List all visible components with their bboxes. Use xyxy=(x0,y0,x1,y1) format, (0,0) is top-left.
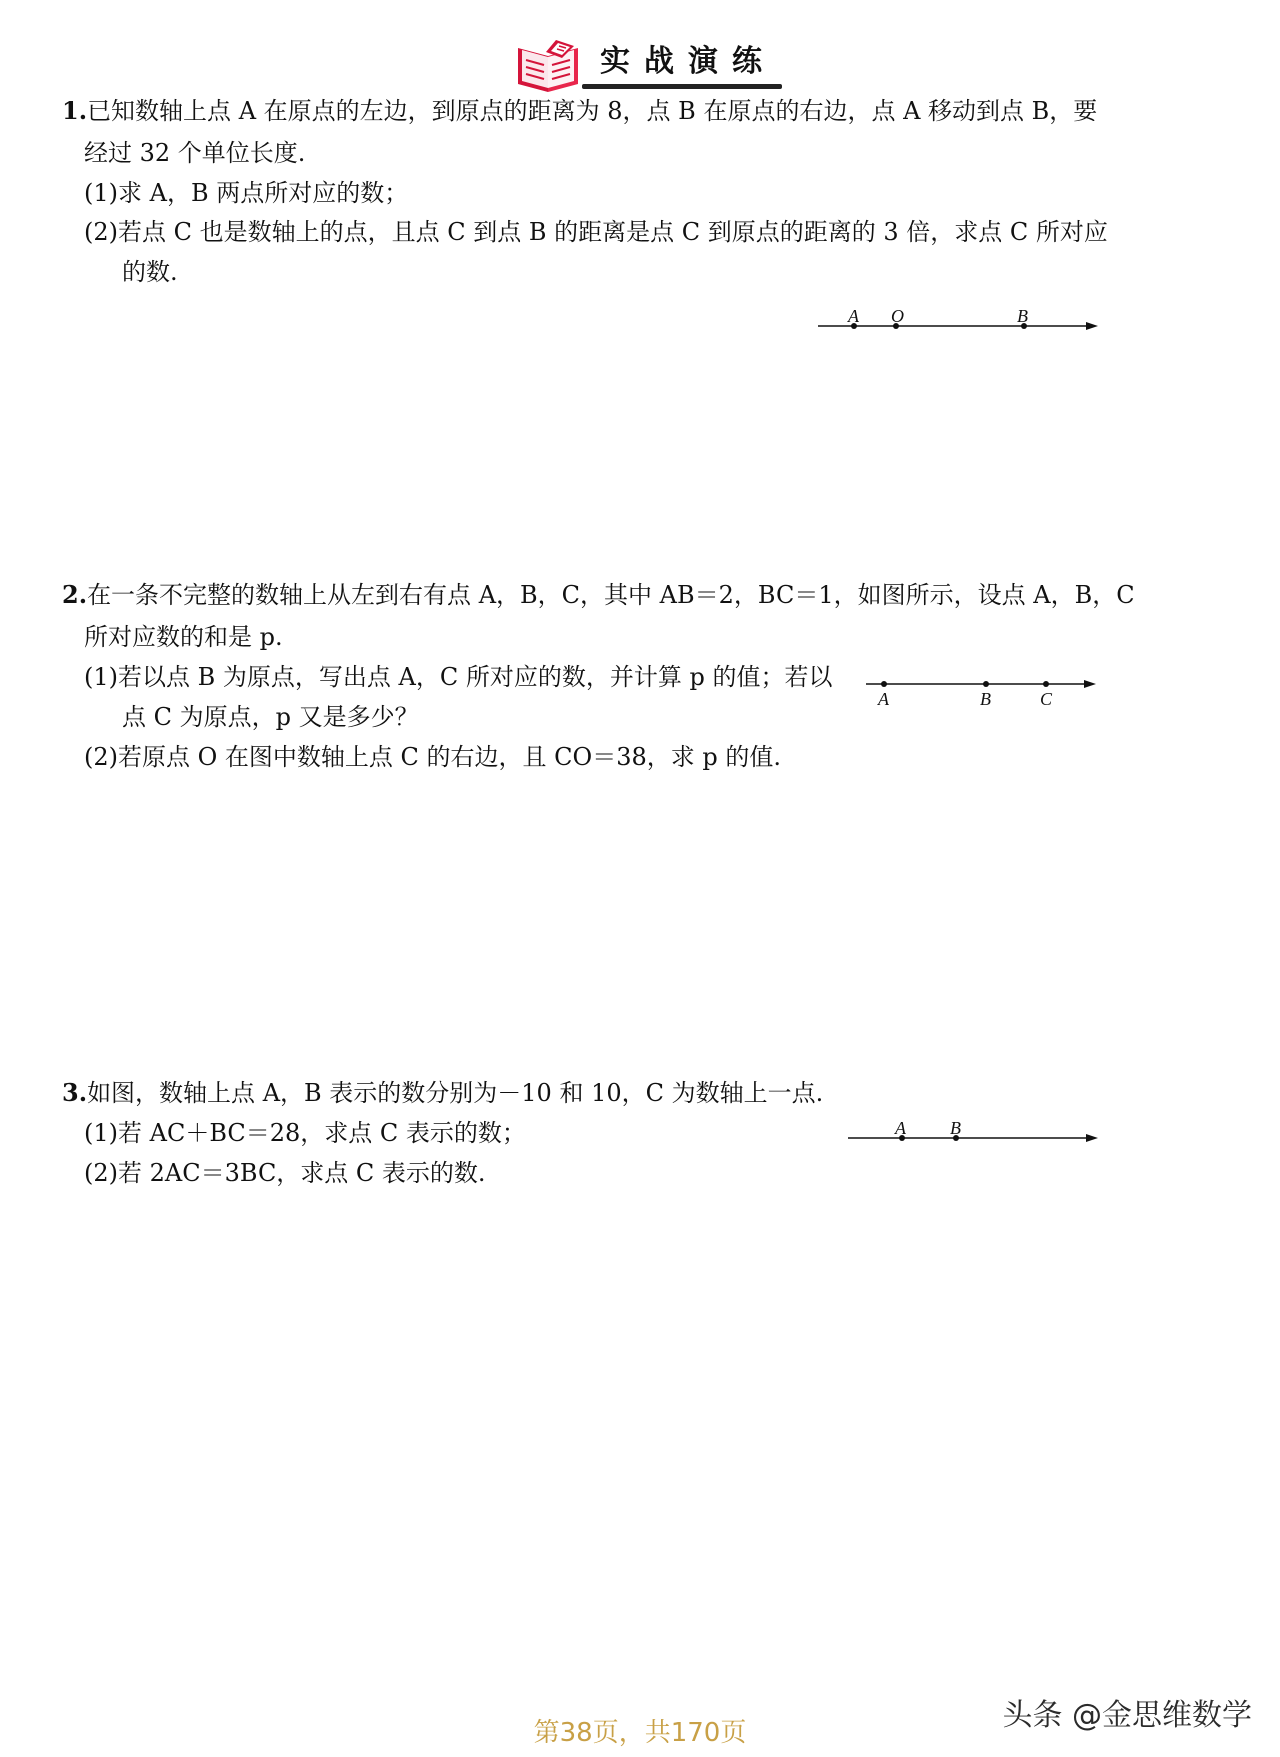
label-b: B xyxy=(1017,306,1028,326)
question-1-line-2: 经过 32 个单位长度. xyxy=(84,139,306,167)
question-3-part-2: (2)若 2AC＝3BC，求点 C 表示的数. xyxy=(84,1159,486,1187)
label-a: A xyxy=(848,306,859,326)
number-line-diagram-1 xyxy=(812,304,1102,340)
question-2-part-1-cont: 点 C 为原点，p 又是多少？ xyxy=(122,703,419,731)
question-1-line-1 xyxy=(62,96,1097,126)
label-b: B xyxy=(950,1118,961,1138)
point-c xyxy=(1043,681,1049,687)
question-3-line-1 xyxy=(62,1078,823,1108)
question-2-part-2: (2)若原点 O 在图中数轴上点 C 的右边，且 CO＝38，求 p 的值. xyxy=(84,743,782,771)
axis-arrow-icon xyxy=(1084,680,1096,688)
label-b: B xyxy=(980,689,991,709)
question-1-part-1: (1)求 A，B 两点所对应的数； xyxy=(84,179,409,207)
label-a: A xyxy=(895,1118,906,1138)
question-number: 1. xyxy=(62,96,88,125)
axis-arrow-icon xyxy=(1086,322,1098,330)
section-title: 实战演练 xyxy=(600,44,776,79)
watermark: 头条 @金思维数学 xyxy=(1002,1698,1252,1733)
question-text: 已知数轴上点 A 在原点的左边，到原点的距离为 8，点 B 在原点的右边，点 A 移动到点 B，要 xyxy=(87,97,1098,125)
open-book-icon xyxy=(512,38,584,94)
label-o: O xyxy=(891,306,904,326)
question-number: 2. xyxy=(62,580,88,609)
question-2-part-1: (1)若以点 B 为原点，写出点 A，C 所对应的数，并计算 p 的值；若以 xyxy=(84,663,833,691)
question-text: 在一条不完整的数轴上从左到右有点 A，B，C，其中 AB＝2，BC＝1，如图所示，设点 A，B，C xyxy=(87,581,1135,609)
point-b xyxy=(983,681,989,687)
title-underline xyxy=(582,84,782,89)
number-line-diagram-2 xyxy=(860,672,1100,712)
axis-arrow-icon xyxy=(1086,1134,1098,1142)
point-a xyxy=(881,681,887,687)
question-text: 如图，数轴上点 A，B 表示的数分别为－10 和 10，C 为数轴上一点. xyxy=(87,1079,824,1107)
number-line-diagram-3 xyxy=(842,1116,1102,1152)
page-indicator: 第38页，共170页 xyxy=(533,1718,747,1748)
question-number: 3. xyxy=(62,1078,88,1107)
question-2-line-2: 所对应数的和是 p. xyxy=(84,623,283,651)
question-2-line-1 xyxy=(62,580,1135,610)
label-a: A xyxy=(878,689,889,709)
question-1-part-2-cont: 的数. xyxy=(122,258,178,286)
section-header xyxy=(512,34,782,94)
label-c: C xyxy=(1040,689,1053,709)
question-3-part-1: (1)若 AC＋BC＝28，求点 C 表示的数； xyxy=(84,1119,526,1147)
question-1-part-2: (2)若点 C 也是数轴上的点，且点 C 到点 B 的距离是点 C 到原点的距离的 3 倍，求点 C 所对应 xyxy=(84,218,1108,246)
